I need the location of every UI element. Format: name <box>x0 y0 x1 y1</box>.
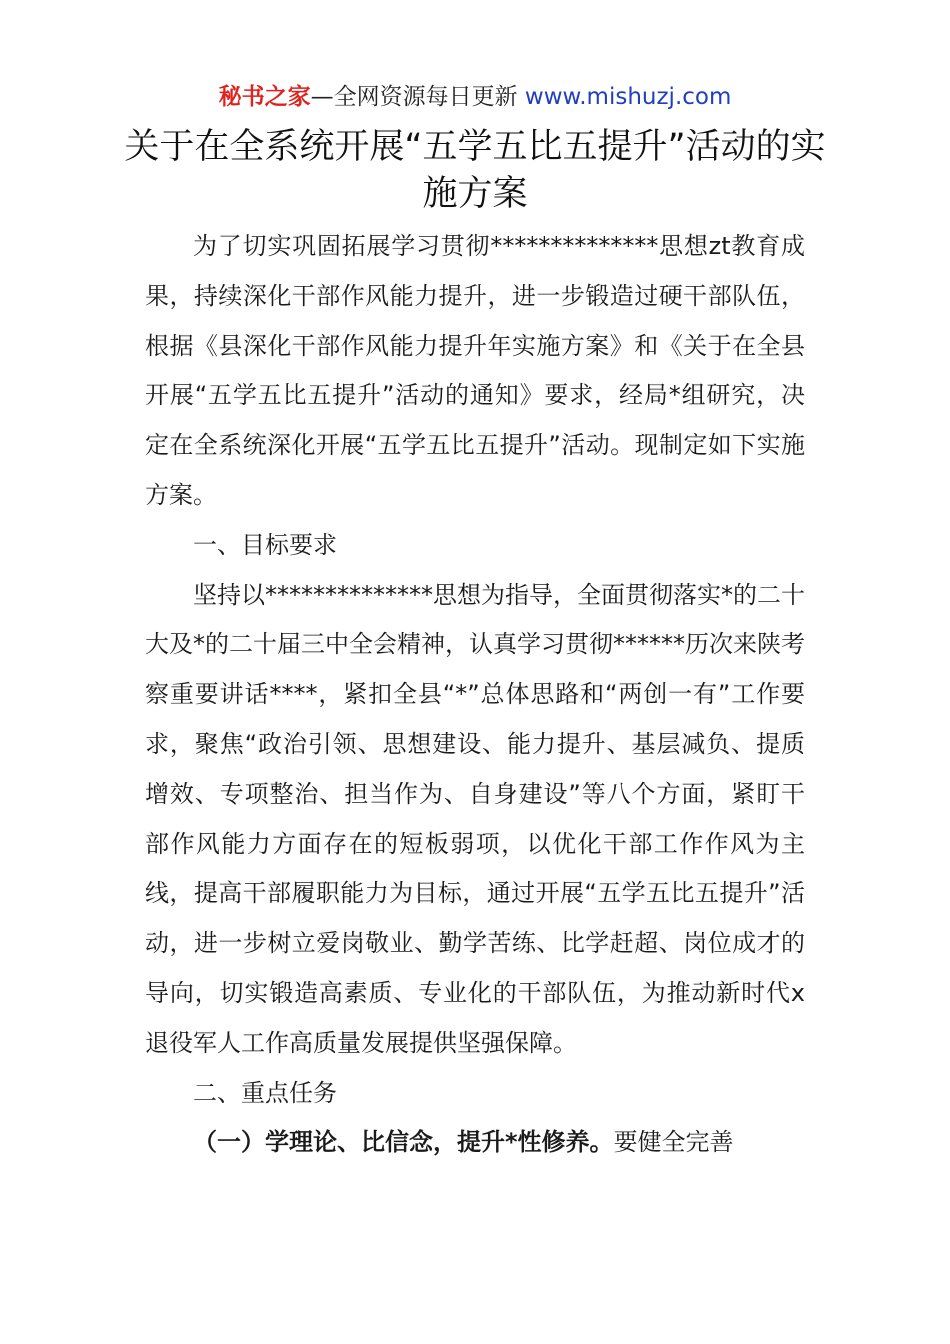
section-heading-goals: 一、目标要求 <box>193 530 337 559</box>
document-body <box>145 222 805 1168</box>
banner-site-link[interactable]: www.mishuzj.com <box>524 84 732 110</box>
section-heading-tasks: 二、重点任务 <box>193 1078 337 1107</box>
banner-brand: 秘书之家 <box>218 84 311 110</box>
site-banner <box>0 82 950 112</box>
document-title: 关于在全系统开展“五学五比五提升”活动的实施方案 <box>124 127 826 214</box>
banner-tagline: —全网资源每日更新 <box>310 84 518 110</box>
task-one-heading: （一）学理论、比信念，提升*性修养。 <box>193 1128 614 1157</box>
intro-paragraph: 为了切实巩固拓展学习贯彻**************思想zt教育成果，持续深化干部作风能力提升，进一步锻造过硬干部队伍，根据《县深化干部作风能力提升年实施方案》和《关于在全县开展“五学五比五提升”活动的通知》要求，经局*组研究，决定在全系统深化开展“五学五比五提升”活动。现制定如下实施方案。 <box>145 232 805 509</box>
goals-paragraph: 坚持以**************思想为指导，全面贯彻落实*的二十大及*的二十届三中全会精神，认真学习贯彻******历次来陕考察重要讲话****，紧扣全县“*”总体思路和“两创一有”工作要求，聚焦“政治引领、思想建设、能力提升、基层减负、提质增效、专项整治、担当作为、自身建设”等八个方面，紧盯干部作风能力方面存在的短板弱项，以优化干部工作作风为主线，提高干部履职能力为目标，通过开展“五学五比五提升”活动，进一步树立爱岗敬业、勤学苦练、比学赶超、岗位成才的导向，切实锻造高素质、专业化的干部队伍，为推动新时代x退役军人工作高质量发展提供坚强保障。 <box>145 580 805 1057</box>
task-one-text: 要健全完善 <box>613 1128 734 1157</box>
task-one-paragraph <box>145 1118 805 1168</box>
